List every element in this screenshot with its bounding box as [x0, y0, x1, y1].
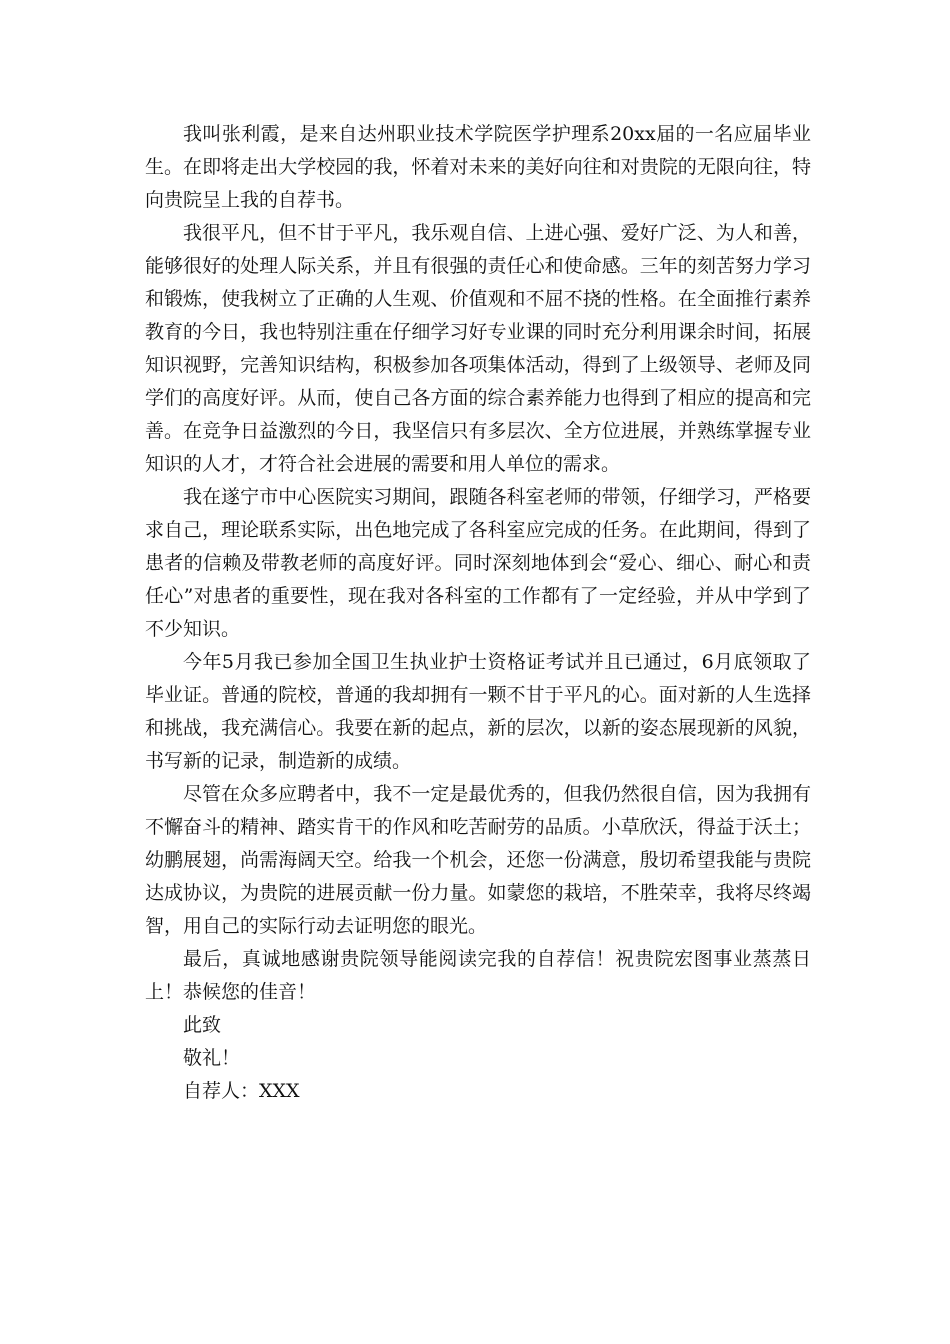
paragraph-confidence: 尽管在众多应聘者中，我不一定是最优秀的，但我仍然很自信，因为我拥有不懈奋斗的精神、踏实肯干的作风和吃苦耐劳的品质。小草欣沃，得益于沃土；幼鹏展翅，尚需海阔天空。给我一个机会，还您一份满意，殷切希望我能与贵院达成协议，为贵院的进展贡献一份力量。如蒙您的栽培，不胜荣幸，我将尽终竭智，用自己的实际行动去证明您的眼光。: [145, 783, 811, 937]
paragraph-thanks: 最后，真诚地感谢贵院领导能阅读完我的自荐信！祝贵院宏图事业蒸蒸日上！恭候您的佳音！: [145, 948, 811, 1003]
closing-line-1: 此致: [183, 1014, 222, 1036]
closing-line-2: 敬礼！: [183, 1047, 241, 1069]
paragraph-certification: 今年5月我已参加全国卫生执业护士资格证考试并且已通过，6月底领取了毕业证。普通的院校，普通的我却拥有一颗不甘于平凡的心。面对新的人生选择和挑战，我充满信心。我要在新的起点，新的层次，以新的姿态展现新的风貌，书写新的记录，制造新的成绩。: [145, 651, 811, 772]
signature-line: 自荐人：XXX: [183, 1080, 300, 1102]
paragraph-intro: 我叫张利霞，是来自达州职业技术学院医学护理系20xx届的一名应届毕业生。在即将走出大学校园的我，怀着对未来的美好向往和对贵院的无限向往，特向贵院呈上我的自荐书。: [145, 123, 811, 211]
paragraph-personality: 我很平凡，但不甘于平凡，我乐观自信、上进心强、爱好广泛、为人和善，能够很好的处理人际关系，并且有很强的责任心和使命感。三年的刻苦努力学习和锻炼，使我树立了正确的人生观、价值观和不屈不挠的性格。在全面推行素养教育的今日，我也特别注重在仔细学习好专业课的同时充分利用课余时间，拓展知识视野，完善知识结构，积极参加各项集体活动，得到了上级领导、老师及同学们的高度好评。从而，使自己各方面的综合素养能力也得到了相应的提高和完善。在竞争日益激烈的今日，我坚信只有多层次、全方位进展，并熟练掌握专业知识的人才，才符合社会进展的需要和用人单位的需求。: [145, 222, 811, 475]
letter-body: [145, 118, 811, 1108]
paragraph-internship: 我在遂宁市中心医院实习期间，跟随各科室老师的带领，仔细学习，严格要求自己，理论联系实际，出色地完成了各科室应完成的任务。在此期间，得到了患者的信赖及带教老师的高度好评。同时深刻地体到会“爱心、细心、耐心和责任心”对患者的重要性，现在我对各科室的工作都有了一定经验，并从中学到了不少知识。: [145, 486, 811, 640]
